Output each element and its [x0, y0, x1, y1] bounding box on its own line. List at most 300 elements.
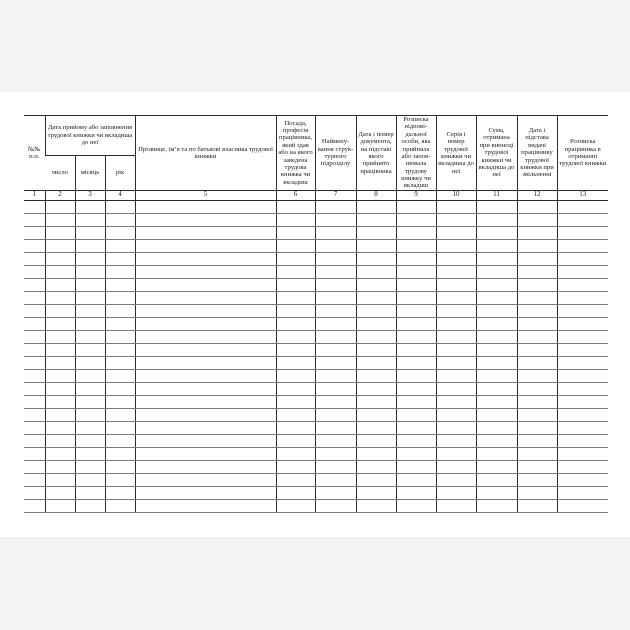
- register-cell[interactable]: [436, 213, 476, 226]
- register-cell[interactable]: [557, 317, 608, 330]
- register-cell[interactable]: [24, 421, 45, 434]
- register-cell[interactable]: [315, 213, 356, 226]
- register-cell[interactable]: [45, 252, 75, 265]
- register-cell[interactable]: [75, 486, 105, 499]
- register-cell[interactable]: [557, 213, 608, 226]
- register-cell[interactable]: [105, 395, 135, 408]
- register-cell[interactable]: [24, 226, 45, 239]
- register-cell[interactable]: [557, 421, 608, 434]
- register-cell[interactable]: [436, 499, 476, 512]
- register-cell[interactable]: [24, 317, 45, 330]
- register-cell[interactable]: [315, 499, 356, 512]
- register-cell[interactable]: [45, 460, 75, 473]
- register-cell[interactable]: [517, 304, 557, 317]
- register-cell[interactable]: [276, 343, 315, 356]
- register-cell[interactable]: [356, 408, 396, 421]
- register-cell[interactable]: [75, 252, 105, 265]
- register-cell[interactable]: [135, 343, 276, 356]
- register-cell[interactable]: [75, 330, 105, 343]
- register-cell[interactable]: [517, 200, 557, 213]
- register-cell[interactable]: [396, 317, 436, 330]
- register-cell[interactable]: [135, 473, 276, 486]
- register-cell[interactable]: [45, 356, 75, 369]
- register-cell[interactable]: [276, 421, 315, 434]
- register-cell[interactable]: [557, 304, 608, 317]
- register-cell[interactable]: [396, 226, 436, 239]
- register-cell[interactable]: [557, 200, 608, 213]
- register-cell[interactable]: [517, 369, 557, 382]
- register-cell[interactable]: [396, 421, 436, 434]
- register-cell[interactable]: [135, 434, 276, 447]
- register-cell[interactable]: [356, 447, 396, 460]
- register-cell[interactable]: [276, 499, 315, 512]
- register-cell[interactable]: [356, 343, 396, 356]
- register-cell[interactable]: [315, 291, 356, 304]
- register-cell[interactable]: [557, 226, 608, 239]
- register-cell[interactable]: [105, 369, 135, 382]
- register-cell[interactable]: [436, 356, 476, 369]
- register-cell[interactable]: [396, 200, 436, 213]
- register-cell[interactable]: [75, 213, 105, 226]
- register-cell[interactable]: [476, 356, 517, 369]
- register-cell[interactable]: [517, 434, 557, 447]
- register-cell[interactable]: [75, 421, 105, 434]
- register-cell[interactable]: [476, 317, 517, 330]
- register-cell[interactable]: [476, 369, 517, 382]
- register-cell[interactable]: [135, 304, 276, 317]
- register-cell[interactable]: [75, 369, 105, 382]
- register-cell[interactable]: [75, 382, 105, 395]
- register-cell[interactable]: [135, 395, 276, 408]
- register-cell[interactable]: [276, 278, 315, 291]
- register-cell[interactable]: [75, 473, 105, 486]
- register-cell[interactable]: [75, 447, 105, 460]
- register-cell[interactable]: [396, 486, 436, 499]
- register-cell[interactable]: [45, 226, 75, 239]
- register-cell[interactable]: [436, 408, 476, 421]
- register-cell[interactable]: [45, 395, 75, 408]
- register-cell[interactable]: [105, 460, 135, 473]
- register-cell[interactable]: [356, 473, 396, 486]
- register-cell[interactable]: [476, 200, 517, 213]
- register-cell[interactable]: [356, 226, 396, 239]
- register-cell[interactable]: [436, 200, 476, 213]
- register-cell[interactable]: [135, 330, 276, 343]
- register-cell[interactable]: [517, 395, 557, 408]
- register-cell[interactable]: [45, 499, 75, 512]
- register-cell[interactable]: [396, 382, 436, 395]
- register-cell[interactable]: [105, 213, 135, 226]
- register-cell[interactable]: [135, 239, 276, 252]
- register-cell[interactable]: [75, 460, 105, 473]
- register-cell[interactable]: [276, 460, 315, 473]
- register-cell[interactable]: [105, 239, 135, 252]
- register-cell[interactable]: [276, 213, 315, 226]
- register-cell[interactable]: [135, 226, 276, 239]
- register-cell[interactable]: [135, 382, 276, 395]
- register-cell[interactable]: [315, 239, 356, 252]
- register-cell[interactable]: [356, 486, 396, 499]
- register-cell[interactable]: [135, 278, 276, 291]
- register-cell[interactable]: [315, 460, 356, 473]
- register-cell[interactable]: [45, 473, 75, 486]
- register-cell[interactable]: [24, 434, 45, 447]
- register-cell[interactable]: [75, 200, 105, 213]
- register-cell[interactable]: [436, 252, 476, 265]
- register-cell[interactable]: [105, 343, 135, 356]
- register-cell[interactable]: [396, 291, 436, 304]
- register-cell[interactable]: [135, 421, 276, 434]
- register-cell[interactable]: [276, 317, 315, 330]
- register-cell[interactable]: [45, 317, 75, 330]
- register-cell[interactable]: [105, 382, 135, 395]
- register-cell[interactable]: [24, 213, 45, 226]
- register-cell[interactable]: [436, 434, 476, 447]
- register-cell[interactable]: [75, 356, 105, 369]
- register-cell[interactable]: [396, 278, 436, 291]
- register-cell[interactable]: [557, 252, 608, 265]
- register-cell[interactable]: [557, 343, 608, 356]
- register-cell[interactable]: [315, 252, 356, 265]
- register-cell[interactable]: [436, 473, 476, 486]
- register-cell[interactable]: [517, 499, 557, 512]
- register-cell[interactable]: [24, 200, 45, 213]
- register-cell[interactable]: [356, 369, 396, 382]
- register-cell[interactable]: [75, 265, 105, 278]
- register-cell[interactable]: [105, 252, 135, 265]
- register-cell[interactable]: [45, 382, 75, 395]
- register-cell[interactable]: [75, 304, 105, 317]
- register-cell[interactable]: [315, 317, 356, 330]
- register-cell[interactable]: [24, 343, 45, 356]
- register-cell[interactable]: [105, 486, 135, 499]
- register-cell[interactable]: [315, 369, 356, 382]
- register-cell[interactable]: [356, 330, 396, 343]
- register-cell[interactable]: [276, 291, 315, 304]
- register-cell[interactable]: [276, 447, 315, 460]
- register-cell[interactable]: [436, 226, 476, 239]
- register-cell[interactable]: [135, 460, 276, 473]
- register-cell[interactable]: [517, 330, 557, 343]
- register-cell[interactable]: [517, 447, 557, 460]
- register-cell[interactable]: [396, 460, 436, 473]
- register-cell[interactable]: [517, 278, 557, 291]
- register-cell[interactable]: [356, 317, 396, 330]
- register-cell[interactable]: [557, 291, 608, 304]
- register-cell[interactable]: [396, 343, 436, 356]
- register-cell[interactable]: [436, 304, 476, 317]
- register-cell[interactable]: [356, 382, 396, 395]
- register-cell[interactable]: [517, 408, 557, 421]
- register-cell[interactable]: [436, 421, 476, 434]
- register-cell[interactable]: [24, 499, 45, 512]
- register-cell[interactable]: [517, 343, 557, 356]
- register-cell[interactable]: [105, 226, 135, 239]
- register-cell[interactable]: [45, 239, 75, 252]
- register-cell[interactable]: [436, 330, 476, 343]
- register-cell[interactable]: [276, 200, 315, 213]
- register-cell[interactable]: [135, 252, 276, 265]
- register-cell[interactable]: [356, 291, 396, 304]
- register-cell[interactable]: [557, 473, 608, 486]
- register-cell[interactable]: [315, 395, 356, 408]
- register-cell[interactable]: [45, 330, 75, 343]
- register-cell[interactable]: [315, 265, 356, 278]
- register-cell[interactable]: [476, 395, 517, 408]
- register-cell[interactable]: [135, 200, 276, 213]
- register-cell[interactable]: [276, 408, 315, 421]
- register-cell[interactable]: [315, 200, 356, 213]
- register-cell[interactable]: [105, 408, 135, 421]
- register-cell[interactable]: [105, 317, 135, 330]
- register-cell[interactable]: [24, 395, 45, 408]
- register-cell[interactable]: [315, 421, 356, 434]
- register-cell[interactable]: [517, 356, 557, 369]
- register-cell[interactable]: [276, 239, 315, 252]
- register-cell[interactable]: [476, 473, 517, 486]
- register-cell[interactable]: [557, 395, 608, 408]
- register-cell[interactable]: [517, 213, 557, 226]
- register-cell[interactable]: [476, 486, 517, 499]
- register-cell[interactable]: [105, 304, 135, 317]
- register-cell[interactable]: [356, 200, 396, 213]
- register-cell[interactable]: [24, 460, 45, 473]
- register-cell[interactable]: [517, 252, 557, 265]
- register-cell[interactable]: [105, 291, 135, 304]
- register-cell[interactable]: [557, 408, 608, 421]
- register-cell[interactable]: [135, 213, 276, 226]
- register-cell[interactable]: [557, 239, 608, 252]
- register-cell[interactable]: [396, 434, 436, 447]
- register-cell[interactable]: [315, 382, 356, 395]
- register-cell[interactable]: [135, 486, 276, 499]
- register-cell[interactable]: [436, 447, 476, 460]
- register-cell[interactable]: [557, 447, 608, 460]
- register-cell[interactable]: [436, 369, 476, 382]
- register-cell[interactable]: [396, 304, 436, 317]
- register-cell[interactable]: [476, 382, 517, 395]
- register-cell[interactable]: [476, 408, 517, 421]
- register-cell[interactable]: [315, 343, 356, 356]
- register-cell[interactable]: [75, 291, 105, 304]
- register-cell[interactable]: [45, 421, 75, 434]
- register-cell[interactable]: [45, 408, 75, 421]
- register-cell[interactable]: [24, 239, 45, 252]
- register-cell[interactable]: [476, 291, 517, 304]
- register-cell[interactable]: [105, 447, 135, 460]
- register-cell[interactable]: [476, 304, 517, 317]
- register-cell[interactable]: [276, 434, 315, 447]
- register-cell[interactable]: [356, 239, 396, 252]
- register-cell[interactable]: [476, 434, 517, 447]
- register-cell[interactable]: [45, 434, 75, 447]
- register-cell[interactable]: [75, 408, 105, 421]
- register-cell[interactable]: [24, 369, 45, 382]
- register-cell[interactable]: [517, 421, 557, 434]
- register-cell[interactable]: [315, 330, 356, 343]
- register-cell[interactable]: [45, 200, 75, 213]
- register-cell[interactable]: [135, 291, 276, 304]
- register-cell[interactable]: [24, 330, 45, 343]
- register-cell[interactable]: [276, 486, 315, 499]
- register-cell[interactable]: [436, 343, 476, 356]
- register-cell[interactable]: [45, 291, 75, 304]
- register-cell[interactable]: [476, 213, 517, 226]
- register-cell[interactable]: [396, 408, 436, 421]
- register-cell[interactable]: [315, 486, 356, 499]
- register-cell[interactable]: [276, 226, 315, 239]
- register-cell[interactable]: [276, 473, 315, 486]
- register-cell[interactable]: [135, 317, 276, 330]
- register-cell[interactable]: [276, 356, 315, 369]
- register-cell[interactable]: [75, 317, 105, 330]
- register-cell[interactable]: [557, 265, 608, 278]
- register-cell[interactable]: [557, 369, 608, 382]
- register-cell[interactable]: [105, 499, 135, 512]
- register-cell[interactable]: [476, 226, 517, 239]
- register-cell[interactable]: [557, 356, 608, 369]
- register-cell[interactable]: [315, 278, 356, 291]
- register-cell[interactable]: [436, 278, 476, 291]
- register-cell[interactable]: [276, 265, 315, 278]
- register-cell[interactable]: [396, 395, 436, 408]
- register-cell[interactable]: [557, 278, 608, 291]
- register-cell[interactable]: [276, 304, 315, 317]
- register-cell[interactable]: [436, 239, 476, 252]
- register-cell[interactable]: [105, 265, 135, 278]
- register-cell[interactable]: [476, 421, 517, 434]
- register-cell[interactable]: [45, 265, 75, 278]
- register-cell[interactable]: [436, 291, 476, 304]
- register-cell[interactable]: [135, 499, 276, 512]
- register-cell[interactable]: [24, 252, 45, 265]
- register-cell[interactable]: [45, 343, 75, 356]
- register-cell[interactable]: [557, 460, 608, 473]
- register-cell[interactable]: [315, 447, 356, 460]
- register-cell[interactable]: [436, 395, 476, 408]
- register-cell[interactable]: [356, 304, 396, 317]
- register-cell[interactable]: [24, 408, 45, 421]
- register-cell[interactable]: [517, 291, 557, 304]
- register-cell[interactable]: [276, 369, 315, 382]
- register-cell[interactable]: [476, 343, 517, 356]
- register-cell[interactable]: [517, 486, 557, 499]
- register-cell[interactable]: [75, 395, 105, 408]
- register-cell[interactable]: [436, 317, 476, 330]
- register-cell[interactable]: [24, 291, 45, 304]
- register-cell[interactable]: [517, 239, 557, 252]
- register-cell[interactable]: [517, 460, 557, 473]
- register-cell[interactable]: [315, 408, 356, 421]
- register-cell[interactable]: [356, 421, 396, 434]
- register-cell[interactable]: [476, 278, 517, 291]
- register-cell[interactable]: [135, 447, 276, 460]
- register-cell[interactable]: [105, 473, 135, 486]
- register-cell[interactable]: [75, 343, 105, 356]
- register-cell[interactable]: [396, 330, 436, 343]
- register-cell[interactable]: [396, 356, 436, 369]
- register-cell[interactable]: [396, 213, 436, 226]
- register-cell[interactable]: [315, 434, 356, 447]
- register-cell[interactable]: [356, 213, 396, 226]
- register-cell[interactable]: [557, 499, 608, 512]
- register-cell[interactable]: [436, 265, 476, 278]
- register-cell[interactable]: [476, 239, 517, 252]
- register-cell[interactable]: [356, 395, 396, 408]
- register-cell[interactable]: [476, 330, 517, 343]
- register-cell[interactable]: [135, 265, 276, 278]
- register-cell[interactable]: [476, 265, 517, 278]
- register-cell[interactable]: [24, 382, 45, 395]
- register-cell[interactable]: [75, 226, 105, 239]
- register-cell[interactable]: [45, 304, 75, 317]
- register-cell[interactable]: [276, 330, 315, 343]
- register-cell[interactable]: [45, 369, 75, 382]
- register-cell[interactable]: [557, 434, 608, 447]
- register-cell[interactable]: [135, 408, 276, 421]
- register-cell[interactable]: [45, 278, 75, 291]
- register-cell[interactable]: [24, 265, 45, 278]
- register-cell[interactable]: [356, 278, 396, 291]
- register-cell[interactable]: [557, 486, 608, 499]
- register-cell[interactable]: [45, 447, 75, 460]
- register-cell[interactable]: [105, 330, 135, 343]
- register-cell[interactable]: [135, 356, 276, 369]
- register-cell[interactable]: [356, 434, 396, 447]
- register-cell[interactable]: [396, 239, 436, 252]
- register-cell[interactable]: [45, 213, 75, 226]
- register-cell[interactable]: [105, 434, 135, 447]
- register-cell[interactable]: [45, 486, 75, 499]
- register-cell[interactable]: [517, 265, 557, 278]
- register-cell[interactable]: [396, 473, 436, 486]
- register-cell[interactable]: [24, 304, 45, 317]
- register-cell[interactable]: [75, 239, 105, 252]
- register-cell[interactable]: [476, 499, 517, 512]
- register-cell[interactable]: [315, 473, 356, 486]
- register-cell[interactable]: [105, 278, 135, 291]
- register-cell[interactable]: [356, 460, 396, 473]
- register-cell[interactable]: [517, 226, 557, 239]
- register-cell[interactable]: [75, 278, 105, 291]
- register-cell[interactable]: [396, 252, 436, 265]
- register-cell[interactable]: [436, 486, 476, 499]
- register-cell[interactable]: [436, 460, 476, 473]
- register-cell[interactable]: [517, 382, 557, 395]
- register-cell[interactable]: [557, 382, 608, 395]
- register-cell[interactable]: [356, 265, 396, 278]
- register-cell[interactable]: [276, 252, 315, 265]
- register-cell[interactable]: [24, 473, 45, 486]
- register-cell[interactable]: [356, 356, 396, 369]
- register-cell[interactable]: [557, 330, 608, 343]
- register-cell[interactable]: [517, 473, 557, 486]
- register-cell[interactable]: [396, 499, 436, 512]
- register-cell[interactable]: [24, 356, 45, 369]
- register-cell[interactable]: [75, 434, 105, 447]
- register-cell[interactable]: [24, 486, 45, 499]
- register-cell[interactable]: [105, 200, 135, 213]
- register-cell[interactable]: [396, 447, 436, 460]
- register-cell[interactable]: [75, 499, 105, 512]
- register-cell[interactable]: [436, 382, 476, 395]
- register-cell[interactable]: [517, 317, 557, 330]
- register-cell[interactable]: [396, 369, 436, 382]
- register-cell[interactable]: [476, 460, 517, 473]
- register-cell[interactable]: [476, 447, 517, 460]
- register-cell[interactable]: [315, 226, 356, 239]
- register-cell[interactable]: [315, 356, 356, 369]
